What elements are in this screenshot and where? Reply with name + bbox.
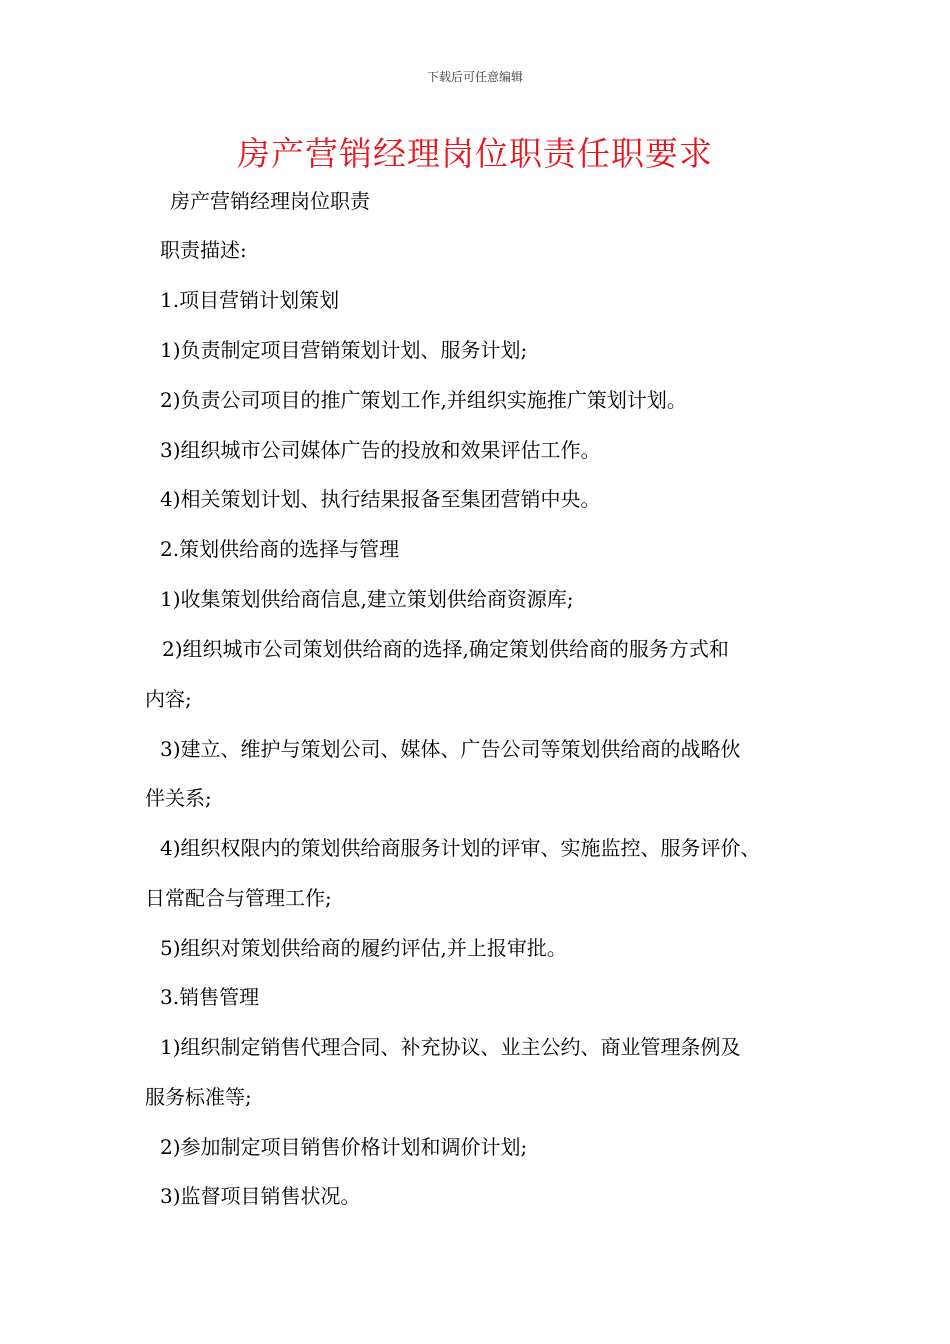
paragraph-line: 伴关系; bbox=[145, 786, 212, 810]
paragraph-line: 3)监督项目销售状况。 bbox=[160, 1184, 361, 1208]
paragraph-line: 2.策划供给商的选择与管理 bbox=[160, 537, 400, 561]
section-heading: 房产营销经理岗位职责 bbox=[170, 189, 370, 213]
paragraph-line: 3.销售管理 bbox=[160, 985, 260, 1009]
paragraph-line: 5)组织对策划供给商的履约评估,并上报审批。 bbox=[160, 936, 567, 960]
paragraph-line: 1.项目营销计划策划 bbox=[160, 288, 340, 312]
paragraph-line: 2)参加制定项目销售价格计划和调价计划; bbox=[160, 1135, 528, 1159]
paragraph-line: 服务标准等; bbox=[145, 1085, 252, 1109]
paragraph-line: 4)组织权限内的策划供给商服务计划的评审、实施监控、服务评价、 bbox=[160, 836, 761, 860]
paragraph-line: 日常配合与管理工作; bbox=[145, 886, 332, 910]
paragraph-line: 职责描述: bbox=[160, 238, 247, 262]
paragraph-line: 1)组织制定销售代理合同、补充协议、业主公约、商业管理条例及 bbox=[160, 1035, 741, 1059]
paragraph-line: 3)建立、维护与策划公司、媒体、广告公司等策划供给商的战略伙 bbox=[160, 737, 741, 761]
paragraph-line: 1)负责制定项目营销策划计划、服务计划; bbox=[160, 338, 528, 362]
paragraph-line: 3)组织城市公司媒体广告的投放和效果评估工作。 bbox=[160, 438, 601, 462]
paragraph-line: 2)负责公司项目的推广策划工作,并组织实施推广策划计划。 bbox=[160, 388, 687, 412]
paragraph-line: 内容; bbox=[145, 687, 192, 711]
paragraph-line: 4)相关策划计划、执行结果报备至集团营销中央。 bbox=[160, 487, 601, 511]
document-title: 房产营销经理岗位职责任职要求 bbox=[237, 134, 713, 173]
header-note: 下载后可任意编辑 bbox=[426, 70, 523, 84]
paragraph-line: 1)收集策划供给商信息,建立策划供给商资源库; bbox=[160, 587, 574, 611]
paragraph-line: 2)组织城市公司策划供给商的选择,确定策划供给商的服务方式和 bbox=[162, 637, 729, 661]
